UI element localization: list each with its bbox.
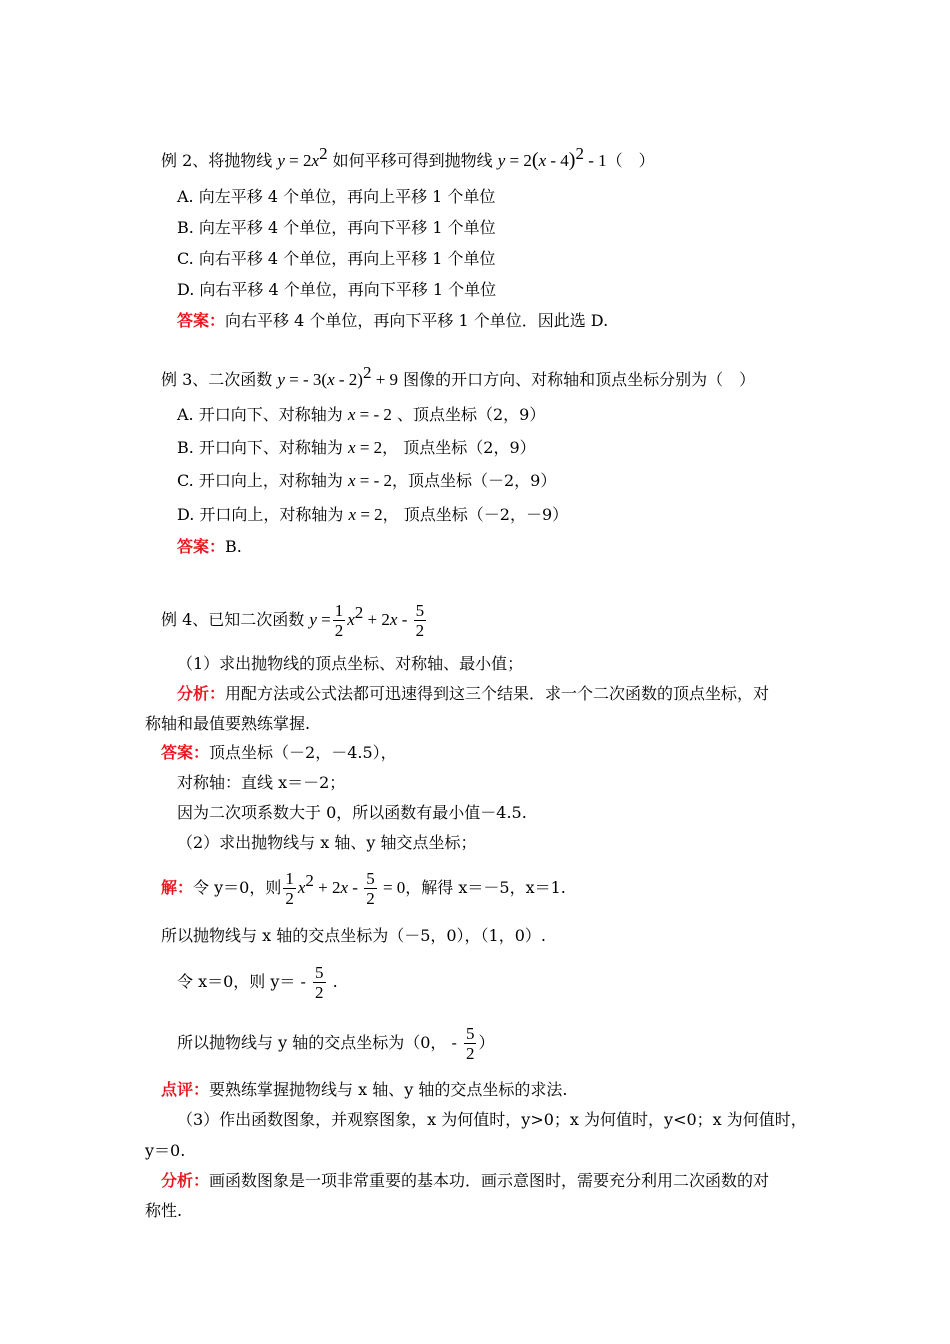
answer-label: 答案： xyxy=(161,743,210,762)
ex4-analysis3: 分析：画函数图象是一项非常重要的基本功．画示意图时，需要充分利用二次函数的对 xyxy=(161,1171,770,1190)
ex4-q2: （2）求出抛物线与 x 轴、y 轴交点坐标； xyxy=(177,833,477,852)
ex3-question: 例 3、二次函数 y = - 3(x - 2)$^2$ + 9 图像的开口方向、对称轴和顶点坐标分别为（ ） xyxy=(161,363,756,389)
ex2-option-a: A. 向左平移 4 个单位，再向上平移 1 个单位 xyxy=(177,187,496,206)
analysis-label: 分析： xyxy=(161,1171,210,1190)
ex4-analysis3-cont: 称性. xyxy=(145,1201,183,1220)
fraction: $\frac{5}{2}$ xyxy=(366,869,375,908)
ex4-q3: （3）作出函数图象，并观察图象，x 为何值时，y>0；x 为何值时，y<0；x 为何值时， xyxy=(177,1110,807,1129)
ex4-question: 例 4、已知二次函数 y = $\frac{1}{2}$ $x^2 + 2x$ - $\frac{5}{2}$ xyxy=(161,601,425,640)
ex3-option-d: D. 开口向上，对称轴为 x = 2， 顶点坐标（－2，－9） xyxy=(177,505,569,524)
ex2-answer: 答案：向右平移 4 个单位，再向下平移 1 个单位．因此选 D. xyxy=(177,311,609,330)
ex4-y-intercept: 所以抛物线与 y 轴的交点坐标为（0， - $\frac{5}{2}$ ） xyxy=(177,1024,495,1063)
ex4-comment: 点评：要熟练掌握抛物线与 x 轴、y 轴的交点坐标的求法. xyxy=(161,1080,568,1099)
ex4-q3-cont: y＝0. xyxy=(145,1141,186,1160)
ex4-solution: 解：令 y＝0，则 $\frac{1}{2}$ $x^2 + 2x$ - $\frac{5}{2}$ = 0，解得 x＝－5，x＝1. xyxy=(161,869,566,908)
ex2-question: 例 2、将抛物线 $y = 2x^2$ 如何平移可得到抛物线 y = 2(x - 4)$^2$ - 1（ ） xyxy=(161,144,655,171)
ex4-analysis1-cont: 称轴和最值要熟练掌握. xyxy=(145,714,311,733)
ex3-option-a: A. 开口向下、对称轴为 x = - 2 、顶点坐标（2，9） xyxy=(177,405,546,424)
ex2-option-c: C. 向右平移 4 个单位，再向上平移 1 个单位 xyxy=(177,249,496,268)
ex4-let-x: 令 x＝0，则 y＝ - $\frac{5}{2}$ . xyxy=(177,963,338,1002)
answer-label: 答案： xyxy=(177,537,226,556)
answer-label: 答案： xyxy=(177,311,226,330)
ex3-option-b: B. 开口向下、对称轴为 x = 2， 顶点坐标（2，9） xyxy=(177,438,536,457)
ex3-option-c: C. 开口向上，对称轴为 x = - 2，顶点坐标（－2，9） xyxy=(177,471,557,490)
fraction: $\frac{5}{2}$ xyxy=(315,963,324,1002)
ex3-answer: 答案：B. xyxy=(177,537,242,556)
ex4-answer-axis: 对称轴：直线 x＝－2； xyxy=(177,773,346,792)
ex4-answer: 答案：顶点坐标（－2，－4.5）， xyxy=(161,743,397,762)
ex4-answer-min: 因为二次项系数大于 0，所以函数有最小值－4.5. xyxy=(177,803,527,822)
fraction: $\frac{1}{2}$ xyxy=(285,869,294,908)
analysis-label: 分析： xyxy=(177,684,226,703)
ex2-option-d: D. 向右平移 4 个单位，再向下平移 1 个单位 xyxy=(177,280,497,299)
ex4-q1: （1）求出抛物线的顶点坐标、对称轴、最小值； xyxy=(177,654,524,673)
ex2-option-b: B. 向左平移 4 个单位，再向下平移 1 个单位 xyxy=(177,218,496,237)
fraction: $\frac{5}{2}$ xyxy=(415,601,425,640)
fraction: $\frac{5}{2}$ xyxy=(465,1024,475,1063)
ex4-x-intercepts: 所以抛物线与 x 轴的交点坐标为（－5，0），（1，0）. xyxy=(161,926,547,945)
fraction: $\frac{1}{2}$ xyxy=(334,601,344,640)
comment-label: 点评： xyxy=(161,1080,210,1099)
solution-label: 解： xyxy=(161,878,194,897)
ex4-analysis1: 分析：用配方法或公式法都可迅速得到这三个结果．求一个二次函数的顶点坐标，对 xyxy=(177,684,770,703)
